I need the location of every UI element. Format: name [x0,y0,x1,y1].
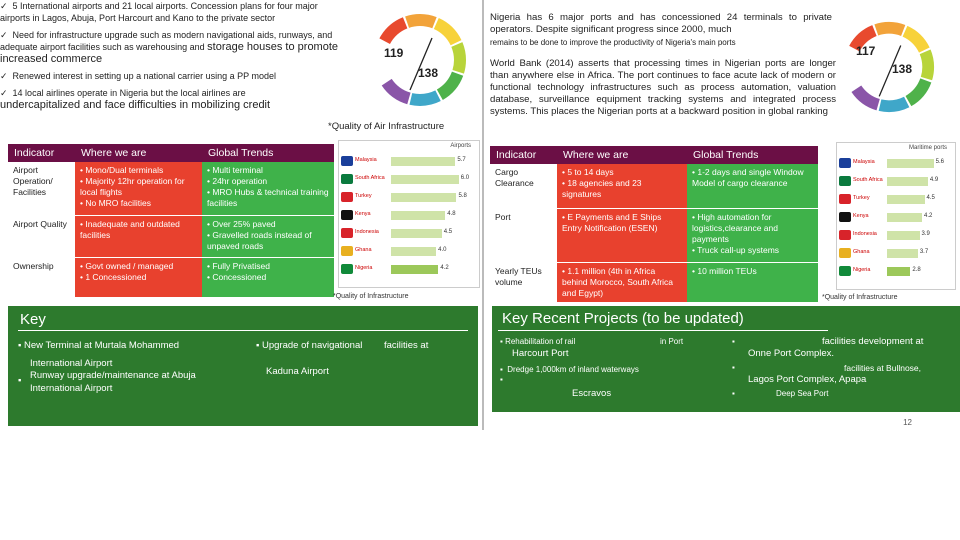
chart-bar [887,177,928,186]
key-item: facilities at Bullnose, [844,363,922,373]
table-row [8,257,334,297]
chart-row-label: Kenya [355,211,371,217]
row-indicator: Yearly TEUs volume [490,262,557,302]
chart-bar [887,213,922,222]
chart-bar [391,193,456,202]
row-trend: • 10 million TEUs [687,262,818,302]
chart-title: Maritime ports [908,145,947,151]
ports-key-panel [492,306,960,412]
flag-icon [839,158,851,168]
row-trend: • High automation for logistics,clearance and payments • Truck call-up systems [687,208,818,262]
chart-row [837,175,955,188]
row-where: • 1.1 million (4th in Africa behind Morocco, South Africa and Egypt) [557,262,687,302]
flag-icon [839,194,851,204]
key-item: International Airport [30,383,113,394]
key-item: Lagos Port Complex, Apapa [748,374,867,385]
chart-bar-value: 6.0 [460,175,470,181]
row-where: • 5 to 14 days • 18 agencies and 23 signatures [557,164,687,208]
ranking-ring [370,10,470,110]
chart-bar-value: 4.8 [447,211,456,217]
row-where: • Mono/Dual terminals • Majority 12hr operation for local flights • No MRO facilities [75,162,202,215]
chart-row-label: Indonesia [355,229,379,235]
row-indicator: Ownership [8,257,75,297]
header-trends: Global Trends [687,146,818,164]
chart-title: Airports [450,143,471,149]
key-bullet: ▪ [732,363,735,372]
chart-row-label: Ghana [853,249,870,255]
flag-icon [341,192,353,202]
key-title: Key [20,311,46,328]
chart-bar-value: 2.8 [912,267,921,273]
chart-footnote: *Quality of Infrastructure [333,293,409,300]
chart-row [837,193,955,206]
chart-row [339,173,479,186]
port-rank-total: 138 [892,62,913,76]
chart-row [339,245,479,258]
chart-bar [391,265,438,274]
chart-row-label: South Africa [853,177,883,183]
table-row [490,262,818,302]
center-divider [482,0,484,430]
header-indicator: Indicator [8,144,75,162]
header-where: Where we are [75,144,202,162]
row-trend: • Multi terminal • 24hr operation • MRO Hubs & technical training facilities [202,162,334,215]
chart-row-label: Kenya [853,213,869,219]
row-where: • E Payments and E Ships Entry Notification (ESEN) [557,208,687,262]
chart-row [339,155,479,168]
chart-row [837,229,955,242]
key-underline [498,330,828,331]
flag-icon [341,264,353,274]
row-trend: • 1-2 days and single Window Model of cargo clearance [687,164,818,208]
flag-icon [839,176,851,186]
chart-bar [887,195,925,204]
chart-bar-value: 5.6 [935,159,944,165]
chart-bar-value: 3.7 [919,249,929,255]
chart-row [339,263,479,276]
key-item: Deep Sea Port [776,389,829,398]
flag-icon [839,230,851,240]
airports-chart [338,140,480,288]
air-key-panel [8,306,478,426]
table-row [8,215,334,257]
table-row [8,162,334,215]
flag-icon [341,210,353,220]
chart-bar [887,159,934,168]
key-item: ▪ Rehabilitation of rail [500,337,576,346]
key-bullet: ▪ [18,375,22,386]
chart-bar [391,247,436,256]
key-bullet: ▪ [732,389,735,398]
chart-row-label: South Africa [355,175,385,181]
key-bullet: ▪ [732,337,735,346]
table-row [490,208,818,262]
port-indicator-table [490,146,818,303]
key-underline [18,330,468,331]
chart-bar-value: 4.5 [443,229,453,235]
chart-row-label: Nigeria [853,267,871,273]
row-indicator: Cargo Clearance [490,164,557,208]
air-rank-total: 138 [418,66,439,80]
row-where: • Inadequate and outdated facilities [75,215,202,257]
flag-icon [341,246,353,256]
flag-icon [839,248,851,258]
chart-row [837,265,955,278]
chart-bar [391,157,455,166]
ranking-ring [840,18,938,116]
flag-icon [839,266,851,276]
chart-bar [887,267,910,276]
row-trend: • Over 25% paved • Gravelled roads instead of unpaved roads [202,215,334,257]
chart-row [339,191,479,204]
key-item: facilities development at [822,336,924,347]
flag-icon [341,228,353,238]
bullet-airlines: ✓ 14 local airlines operate in Nigeria but the local airlines are undercapitalized and face difficulties in mobilizing credit [0,87,340,111]
key-item: Onne Port Complex. [748,348,835,359]
chart-bar-value: 5.8 [458,193,467,199]
air-indicator-table [8,144,334,298]
key-title: Key Recent Projects (to be updated) [502,310,744,327]
chart-bar-value: 5.7 [457,157,466,163]
chart-bar-value: 4.5 [926,195,935,201]
chart-footnote: *Quality of Infrastructure [822,294,898,301]
header-trends: Global Trends [202,144,334,162]
chart-bar [887,249,918,258]
chart-row [837,211,955,224]
header-where: Where we are [557,146,687,164]
key-item: ▪ New Terminal at Murtala Mohammed [18,340,180,351]
chart-bar-value: 4.0 [438,247,447,253]
row-trend: • Fully Privatised • Concessioned [202,257,334,297]
page-number: 12 [903,418,912,427]
maritime-ports-chart [836,142,956,290]
port-rank: 117 [856,44,876,58]
chart-bar-value: 4.2 [924,213,933,219]
chart-bar [887,231,920,240]
air-quality-label: *Quality of Air Infrastructure [328,121,445,132]
key-bullet: ▪ [500,375,503,384]
flag-icon [341,156,353,166]
chart-row-label: Turkey [853,195,870,201]
row-indicator: Airport Operation/ Facilities [8,162,75,215]
row-indicator: Port [490,208,557,262]
row-where: • Govt owned / managed • 1 Concessioned [75,257,202,297]
flag-icon [341,174,353,184]
key-item: ▪ Upgrade of navigational [256,340,363,351]
chart-bar [391,229,442,238]
ports-worldbank: World Bank (2014) asserts that processing times in Nigerian ports are longer than anywhere else in Africa. The port continues to face acute lack of modern or functional technology infrastructures such as process automation, valuation database, surveillance equipment tracking systems and integrated process systems. This places the Nigerian ports at a backward position in global ranking [490,58,836,117]
port-ranking-gauge [840,18,938,116]
bullet-carrier: ✓ Renewed interest in setting up a national carrier using a PP model [0,70,340,82]
chart-row [339,227,479,240]
key-item: facilities at [384,340,429,351]
flag-icon [839,212,851,222]
left-bullets [0,0,340,111]
table-row [490,164,818,208]
chart-bar [391,211,445,220]
chart-bar-value: 3.9 [921,231,930,237]
chart-row [837,247,955,260]
key-item: International Airport [30,358,113,369]
key-item: Kaduna Airport [266,366,329,377]
chart-bar [391,175,459,184]
bullet-airports: ✓ 5 International airports and 21 local airports. Concession plans for four major airports in Lagos, Abuja, Port Harcourt and Kano to the private sector [0,0,340,24]
key-item: Harcourt Port [512,348,569,359]
chart-row-label: Indonesia [853,231,877,237]
chart-bar-value: 4.2 [440,265,449,271]
header-indicator: Indicator [490,146,557,164]
chart-row-label: Malaysia [355,157,377,163]
row-indicator: Airport Quality [8,215,75,257]
key-item: in Port [660,337,684,346]
ports-intro: Nigeria has 6 major ports and has concessioned 24 terminals to private operators. Despite significant progress since 2000, much remains to be done to improve the productivity of Nigeria's main ports [490,12,832,47]
chart-row [339,209,479,222]
chart-row-label: Turkey [355,193,372,199]
chart-row [837,157,955,170]
key-item: Escravos [572,388,612,399]
chart-bar-value: 4.9 [929,177,939,183]
chart-row-label: Ghana [355,247,372,253]
key-item: Runway upgrade/maintenance at Abuja [30,370,196,381]
bullet-infrastructure: ✓ Need for infrastructure upgrade such as modern navigational aids, runways, and adequate airport facilities such as warehousing and storage houses to promote increased commerce [0,29,340,65]
chart-row-label: Nigeria [355,265,373,271]
air-rank: 119 [384,46,404,60]
key-item: ▪ Dredge 1,000km of inland waterways [500,365,639,374]
chart-row-label: Malaysia [853,159,875,165]
air-ranking-gauge [370,10,470,110]
